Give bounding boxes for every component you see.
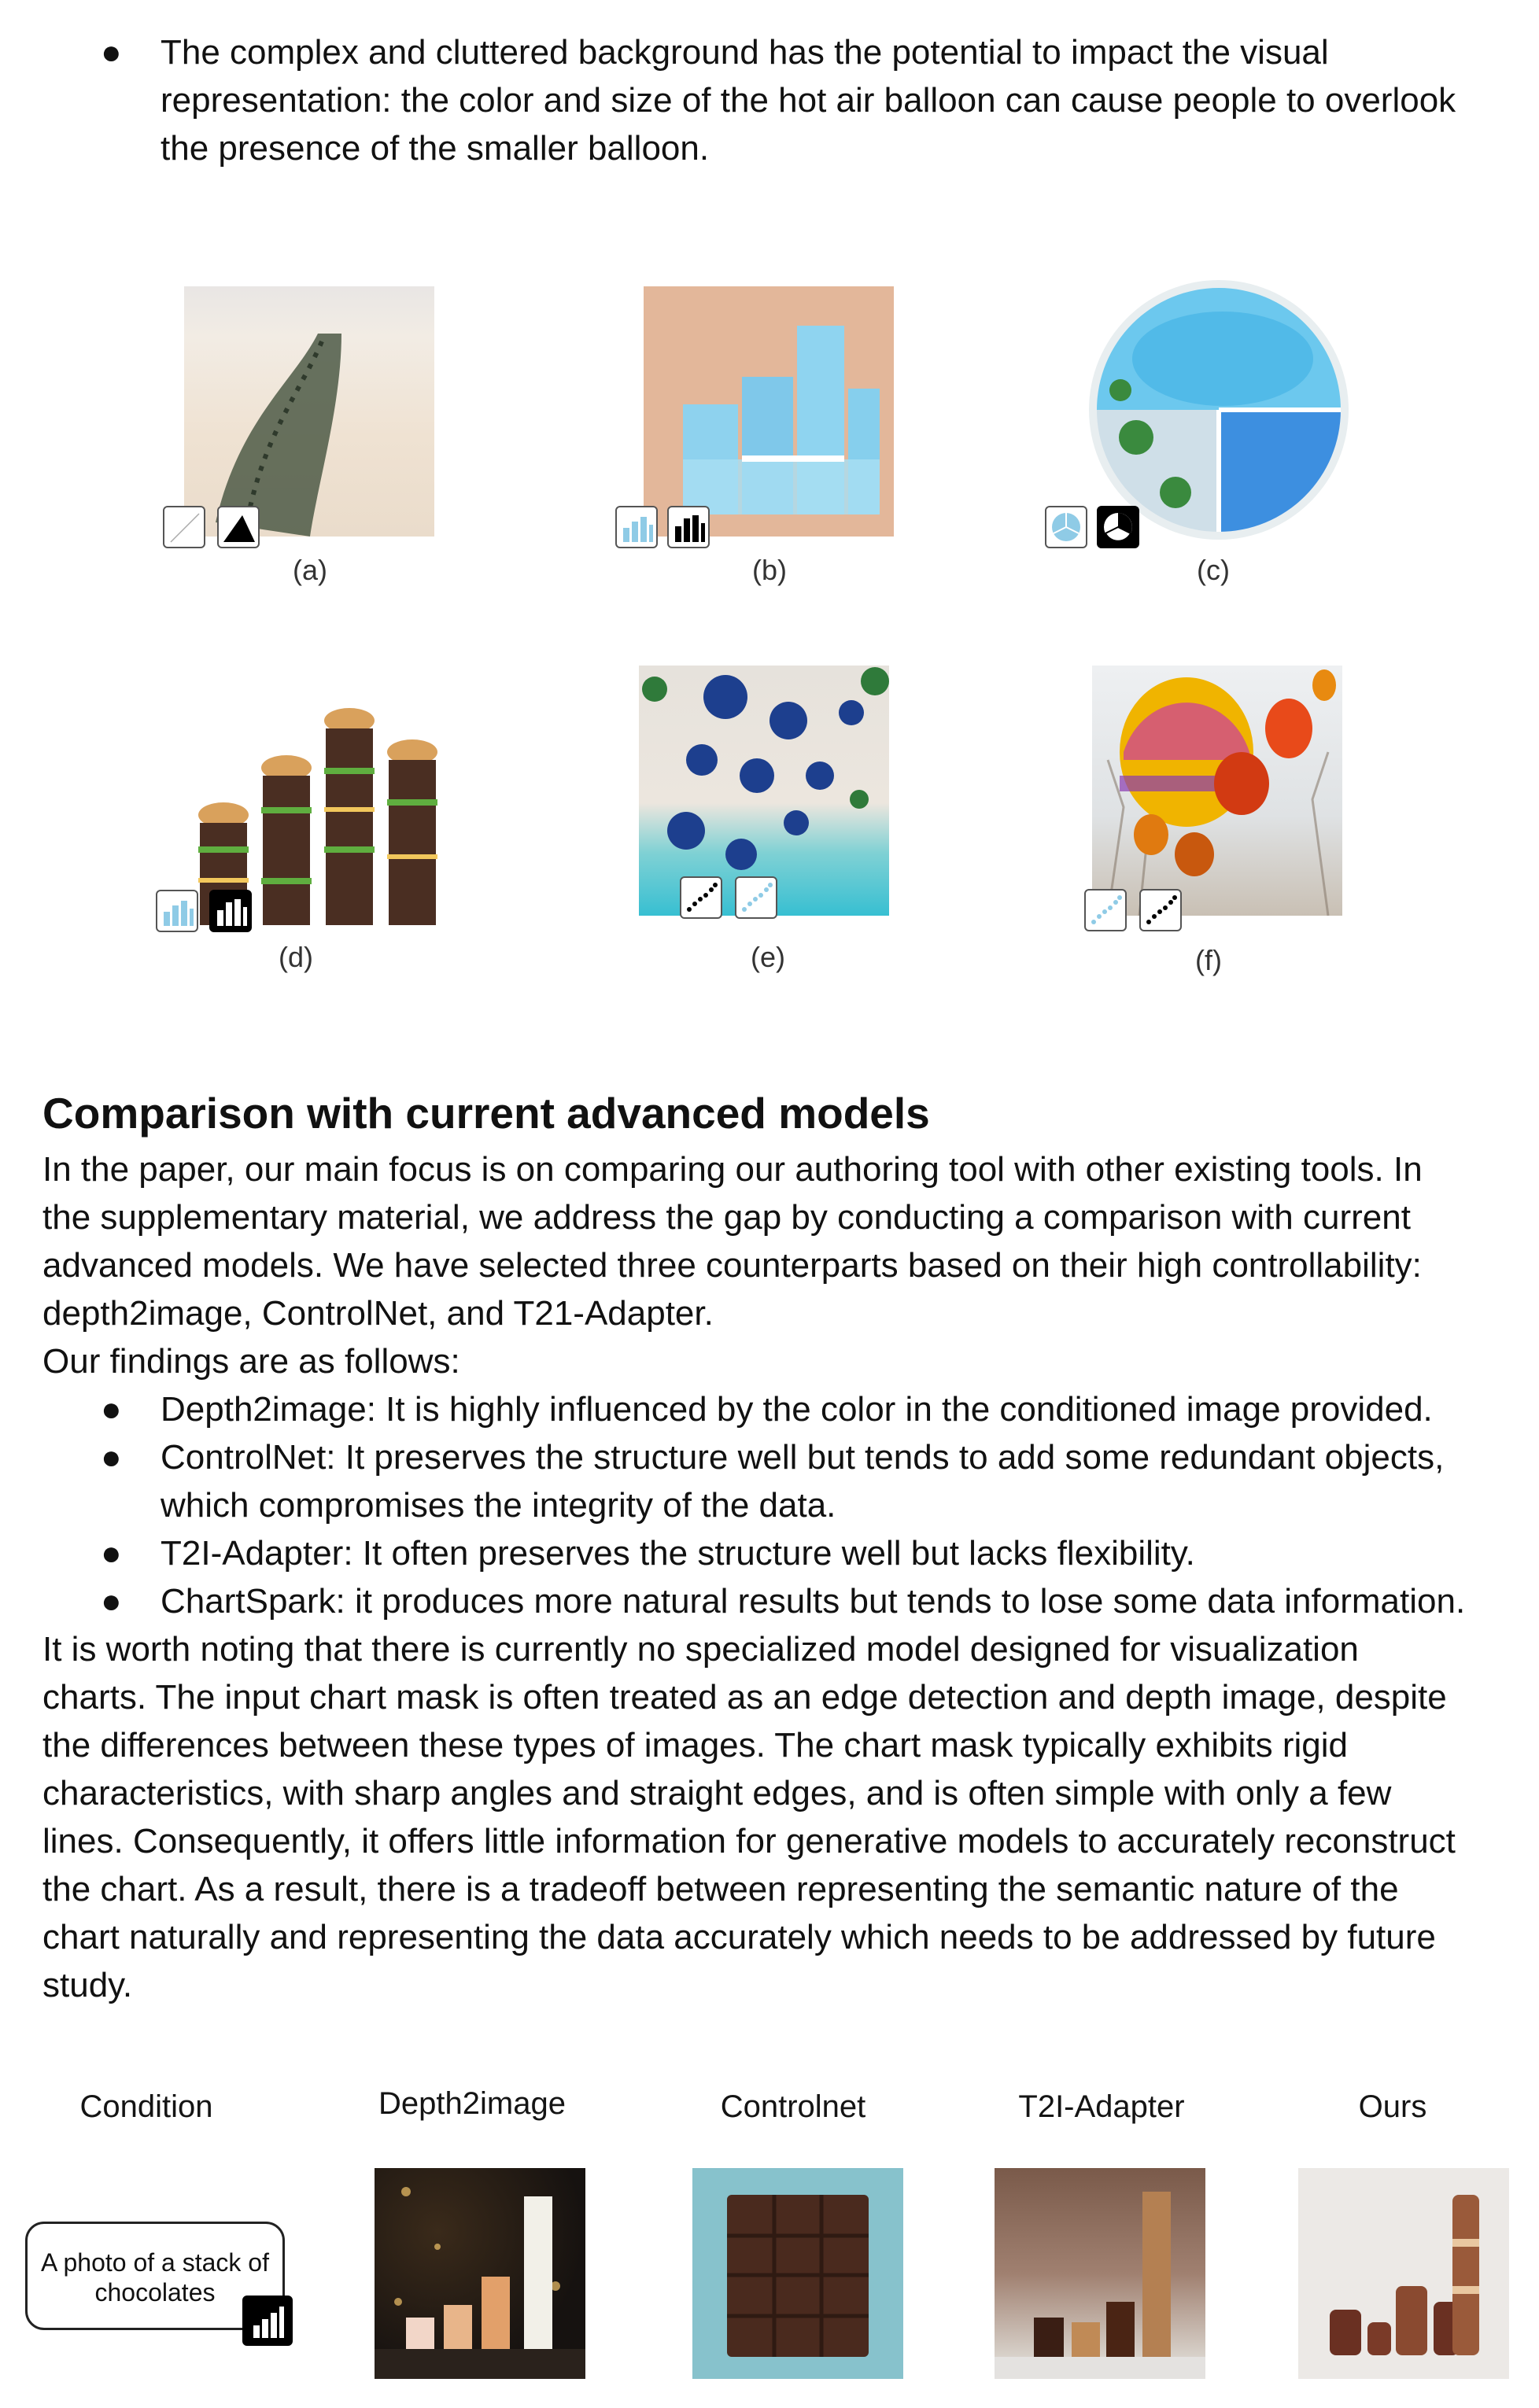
section-heading: Comparison with current advanced models xyxy=(42,1089,930,1138)
figure-c-image xyxy=(1089,280,1349,540)
paragraph-line: lines. Consequently, it offers little information for generative models to accurately reconstruct xyxy=(42,1822,1456,1860)
paragraph-line: the differences between these types of images. The chart mask typically exhibits rigid xyxy=(42,1726,1349,1765)
bar-chart-light-icon xyxy=(615,506,658,548)
figure-f-image xyxy=(1092,666,1342,916)
ours-result xyxy=(1298,2168,1509,2379)
column-title-depth2image: Depth2image xyxy=(378,2086,566,2121)
paragraph-line: Our findings are as follows: xyxy=(42,1342,460,1381)
pie-chart-dark-icon xyxy=(1097,506,1139,548)
bar-chart-dark-icon xyxy=(242,2296,293,2346)
pie-chart-light-icon xyxy=(1045,506,1087,548)
bullet-dot: ● xyxy=(101,1390,122,1429)
line-chart-outline-icon xyxy=(163,506,205,548)
finding-text: which compromises the integrity of the data. xyxy=(161,1486,836,1525)
paragraph-line: advanced models. We have selected three counterparts based on their high controllability: xyxy=(42,1246,1422,1285)
paragraph-line: chart naturally and representing the data accurately which needs to be addressed by future xyxy=(42,1918,1436,1956)
scatter-dark-icon xyxy=(680,876,722,919)
bar-chart-dark-icon xyxy=(667,506,710,548)
caption-b: (b) xyxy=(752,554,787,586)
intro-line: The complex and cluttered background has the potential to impact the visual xyxy=(161,33,1329,72)
depth2image-result xyxy=(375,2168,585,2379)
caption-e: (e) xyxy=(751,941,785,973)
caption-a: (a) xyxy=(293,554,327,586)
caption-f: (f) xyxy=(1195,944,1222,976)
paragraph-line: It is worth noting that there is currently no specialized model designed for visualization xyxy=(42,1630,1359,1669)
column-title-t2i-adapter: T2I-Adapter xyxy=(1018,2089,1185,2124)
paragraph-line: study. xyxy=(42,1966,133,2004)
controlnet-result xyxy=(692,2168,903,2379)
bullet-dot: ● xyxy=(101,1582,122,1621)
paragraph-line: characteristics, with sharp angles and straight edges, and is often simple with only a few xyxy=(42,1774,1392,1812)
figure-d-image xyxy=(184,666,444,925)
t2i-adapter-result xyxy=(995,2168,1205,2379)
finding-text: T2I-Adapter: It often preserves the structure well but lacks flexibility. xyxy=(161,1534,1195,1573)
column-title-ours: Ours xyxy=(1358,2089,1427,2124)
figure-b-image xyxy=(644,286,894,537)
area-chart-icon xyxy=(217,506,260,548)
bullet-dot: ● xyxy=(101,1534,122,1573)
caption-c: (c) xyxy=(1197,554,1230,586)
finding-text: ChartSpark: it produces more natural results but tends to lose some data information. xyxy=(161,1582,1466,1621)
bullet-dot: ● xyxy=(101,1438,122,1477)
paragraph-line: In the paper, our main focus is on comparing our authoring tool with other existing tools. In xyxy=(42,1150,1423,1189)
figure-a-image xyxy=(184,286,434,537)
bar-chart-dark-icon xyxy=(209,890,252,932)
intro-line: representation: the color and size of the hot air balloon can cause people to overlook xyxy=(161,81,1456,120)
column-title-condition: Condition xyxy=(79,2089,213,2124)
bar-chart-light-icon xyxy=(156,890,198,932)
scatter-dark-icon xyxy=(1139,889,1182,931)
caption-d: (d) xyxy=(279,941,313,973)
condition-prompt-text: A photo of a stack of chocolates xyxy=(41,2248,269,2307)
bullet-dot: ● xyxy=(101,33,122,72)
finding-text: ControlNet: It preserves the structure well but tends to add some redundant objects, xyxy=(161,1438,1445,1477)
paragraph-line: charts. The input chart mask is often treated as an edge detection and depth image, despite xyxy=(42,1678,1447,1717)
paragraph-line: the chart. As a result, there is a tradeoff between representing the semantic nature of the xyxy=(42,1870,1399,1908)
finding-text: Depth2image: It is highly influenced by the color in the conditioned image provided. xyxy=(161,1390,1433,1429)
intro-line: the presence of the smaller balloon. xyxy=(161,129,710,168)
scatter-light-icon xyxy=(1084,889,1127,931)
paragraph-line: depth2image, ControlNet, and T21-Adapter. xyxy=(42,1294,714,1333)
paragraph-line: the supplementary material, we address the gap by conducting a comparison with current xyxy=(42,1198,1411,1237)
column-title-controlnet: Controlnet xyxy=(720,2089,866,2124)
scatter-light-icon xyxy=(735,876,777,919)
